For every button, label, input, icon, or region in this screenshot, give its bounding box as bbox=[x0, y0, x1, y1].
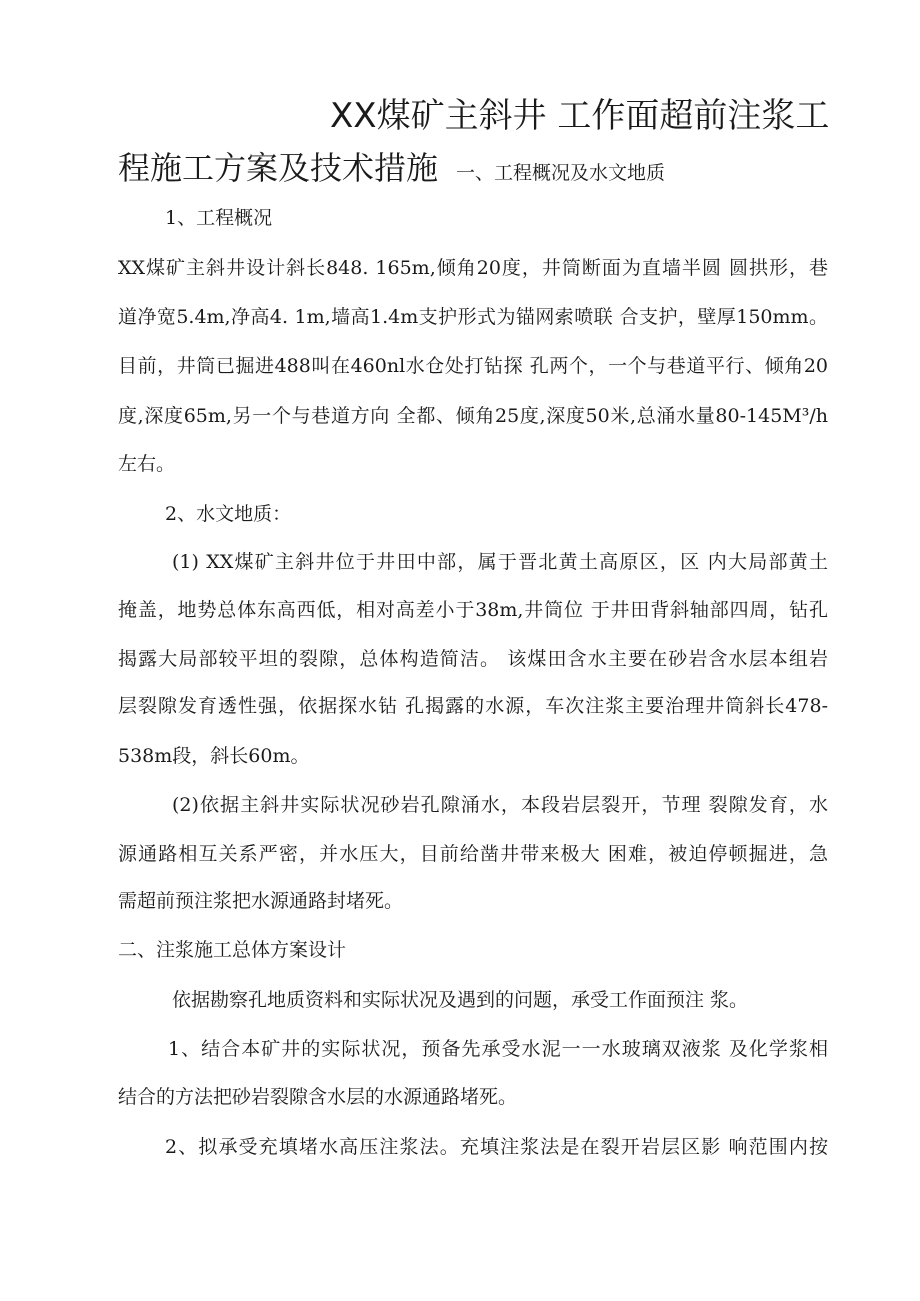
document-title-line1: XX煤矿主斜井 工作面超前注浆工 bbox=[330, 96, 830, 136]
subheading-hydrogeology: 2、水文地质： bbox=[165, 503, 292, 525]
subheading-project-overview: 1、工程概况 bbox=[165, 207, 273, 229]
paragraph-line: 538m段，斜长60m。 bbox=[118, 745, 310, 767]
paragraph-line: 度,深度65m,另一个与巷道方向 全都、倾角25度,深度50米,总涌水量80-145M³/h bbox=[118, 405, 828, 427]
paragraph-line: 2、拟承受充填堵水高压注浆法。充填注浆法是在裂开岩层区影 响范围内按 bbox=[165, 1136, 828, 1158]
paragraph-line: 左右。 bbox=[118, 453, 176, 475]
paragraph-line: 目前，井筒已掘进488叫在460nl水仓处打钻探 孔两个，一个与巷道平行、倾角20 bbox=[118, 355, 828, 377]
paragraph-line: 依据勘察孔地质资料和实际状况及遇到的问题，承受工作面预注 浆。 bbox=[172, 989, 749, 1011]
document-title-line2 bbox=[118, 146, 665, 196]
section-heading-overview: 一、工程概况及水文地质 bbox=[456, 162, 666, 184]
paragraph-line: XX煤矿主斜井设计斜长848. 165m,倾角20度，井筒断面为直墙半圆 圆拱形，巷 bbox=[118, 257, 828, 279]
paragraph-line: (2)依据主斜井实际状况砂岩孔隙涌水，本段岩层裂开，节理 裂隙发育，水 bbox=[172, 794, 828, 816]
paragraph-line: (1) XX煤矿主斜井位于井田中部，属于晋北黄土高原区，区 内大局部黄土 bbox=[172, 551, 828, 573]
paragraph-line: 需超前预注浆把水源通路封堵死。 bbox=[118, 890, 404, 912]
paragraph-line: 结合的方法把砂岩裂隙含水层的水源通路堵死。 bbox=[118, 1086, 518, 1108]
document-title-line2-main: 程施工方案及技术措施 bbox=[118, 149, 439, 187]
paragraph-line: 揭露大局部较平坦的裂隙，总体构造简洁。 该煤田含水主要在砂岩含水层本组岩 bbox=[118, 648, 828, 670]
paragraph-line: 1、结合本矿井的实际状况，预备先承受水泥一一水玻璃双液浆 及化学浆相 bbox=[168, 1038, 828, 1060]
paragraph-line: 掩盖，地势总体东高西低，相对高差小于38m,井筒位 于井田背斜轴部四周，钻孔 bbox=[118, 599, 828, 621]
paragraph-line: 源通路相互关系严密，并水压大，目前给凿井带来极大 困难，被迫停顿掘进，急 bbox=[118, 843, 828, 865]
section-heading-grouting-design: 二、注浆施工总体方案设计 bbox=[118, 939, 347, 961]
paragraph-line: 层裂隙发育透性强，依据探水钻 孔揭露的水源，车次注浆主要治理井筒斜长478- bbox=[118, 695, 828, 717]
paragraph-line: 道净宽5.4m,净高4. 1m,墙高1.4m支护形式为锚网索喷联 合支护，壁厚150mm。 bbox=[118, 306, 828, 328]
